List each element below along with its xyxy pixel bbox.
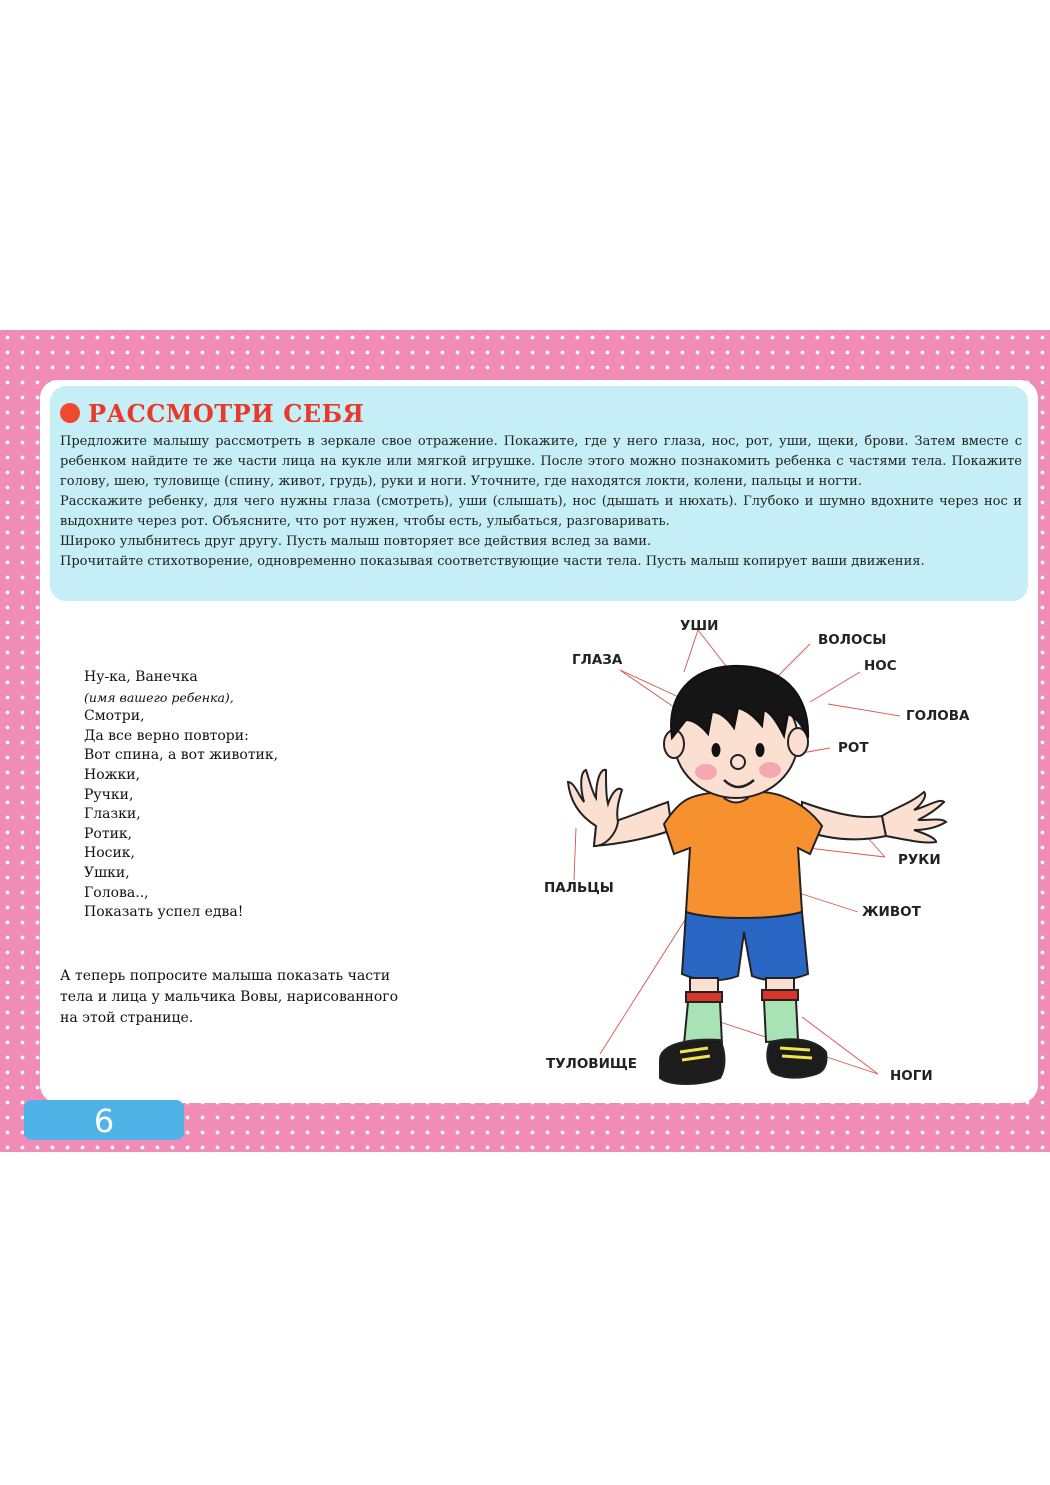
poem: [84, 668, 278, 923]
instructions-paragraph: Широко улыбнитесь друг другу. Пусть малыш повторяет все действия вслед за вами.: [60, 534, 652, 549]
poem-line: Ну-ка, Ванечка: [84, 669, 198, 685]
poem-line: Голова..,: [84, 884, 149, 901]
poem-line: Да все верно повтори:: [84, 727, 249, 744]
label-head: ГОЛОВА: [906, 708, 970, 724]
instructions-paragraph: Расскажите ребенку, для чего нужны глаза (смотреть), уши (слышать), нос (дышать и нюхать). Глубоко и шумно вдохните через нос и выдохните через рот. Объясните, что рот нужен, чтобы есть, улыбаться, разговаривать.: [60, 494, 1022, 529]
poem-line: Носик,: [84, 845, 136, 862]
page-title: РАССМОТРИ СЕБЯ: [88, 398, 365, 428]
instructions-text: [60, 432, 1022, 572]
poem-line: Ручки,: [84, 786, 134, 803]
label-nose: НОС: [864, 658, 897, 674]
poem-line: Показать успел едва!: [84, 904, 244, 921]
page-number-tab: [24, 1100, 184, 1140]
poem-line: Вот спина, а вот животик,: [84, 747, 279, 764]
poem-line: Глазки,: [84, 806, 141, 823]
poem-line: Смотри,: [84, 708, 145, 725]
poem-line: Ротик,: [84, 825, 133, 842]
instructions-paragraph: Прочитайте стихотворение, одновременно показывая соответствующие части тела. Пусть малыш копирует ваши движения.: [60, 554, 925, 569]
label-mouth: РОТ: [838, 740, 869, 756]
section-heading: [60, 398, 364, 428]
poem-line: (имя вашего ребенка),: [84, 689, 234, 705]
label-torso: ТУЛОВИЩЕ: [546, 1056, 638, 1072]
instructions-paragraph: Предложите малышу рассмотреть в зеркале свое отражение. Покажите, где у него глаза, нос, рот, уши, щеки, брови. Затем вместе с ребенком найдите те же части лица на кукле или мягкой игрушке. После этого можно познакомить ребенка с частями тела. Покажите голову, шею, туловище (спину, живот, грудь), руки и ноги. Уточните, где находятся локти, колени, пальцы и ногти.: [60, 434, 1022, 489]
label-eyes: ГЛАЗА: [572, 652, 623, 668]
label-fingers: ПАЛЬЦЫ: [544, 880, 614, 896]
label-ears: УШИ: [680, 618, 719, 634]
label-arms: РУКИ: [898, 852, 941, 868]
poem-line: Ушки,: [84, 864, 130, 881]
closing-instruction: А теперь попросите малыша показать части тела и лица у мальчика Вовы, нарисованного на этой странице.: [60, 968, 399, 1026]
label-hair: ВОЛОСЫ: [818, 632, 887, 648]
label-belly: ЖИВОТ: [862, 904, 921, 920]
poem-line: Ножки,: [84, 766, 141, 783]
body-parts-illustration: [540, 612, 1000, 1092]
page-number: 6: [93, 1102, 115, 1140]
bullet-dot-icon: [60, 403, 80, 423]
label-legs: НОГИ: [890, 1068, 933, 1084]
